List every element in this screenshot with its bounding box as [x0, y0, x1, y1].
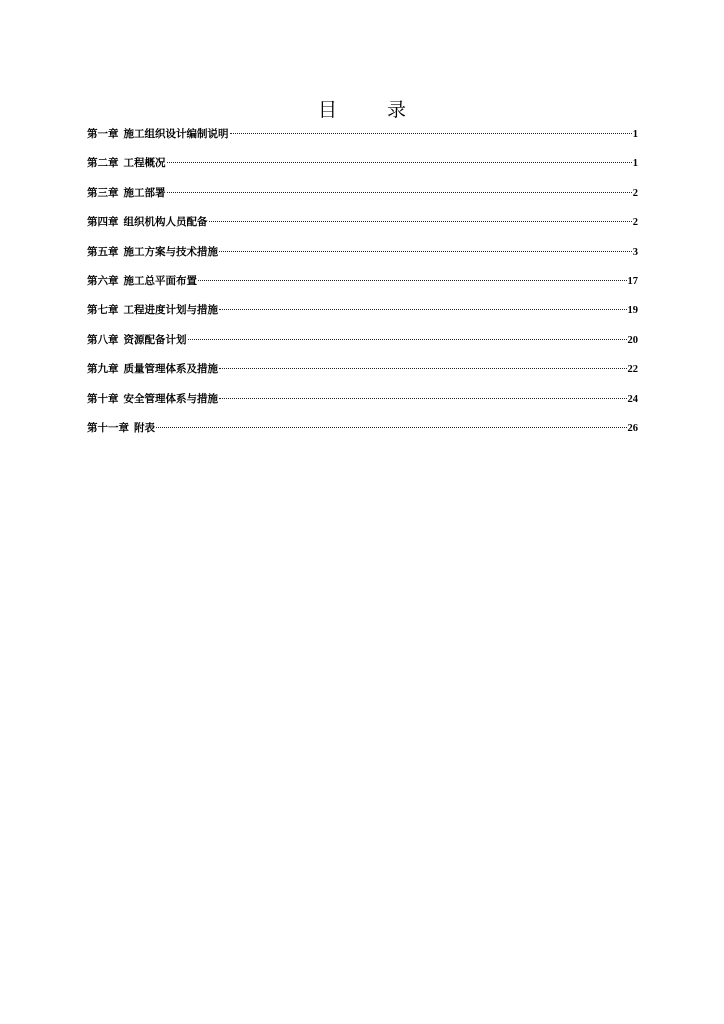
toc-page-number: 26: [627, 422, 638, 434]
toc-page-number: 2: [632, 187, 638, 199]
toc-entry[interactable]: [87, 389, 638, 418]
toc-page-number: 1: [632, 129, 638, 140]
toc-chapter-title: 质量管理体系及措施: [123, 363, 218, 376]
toc-dot-leader: [219, 241, 632, 252]
toc-chapter-number: 第十一章: [87, 421, 129, 434]
toc-list: [87, 124, 638, 447]
toc-entry[interactable]: [87, 153, 638, 182]
toc-page-number: 20: [627, 334, 638, 346]
toc-dot-leader: [167, 152, 632, 163]
toc-dot-leader: [198, 270, 627, 281]
toc-chapter-title: 附表: [134, 421, 155, 434]
toc-dot-leader: [219, 388, 627, 399]
toc-chapter-title: 施工组织设计编制说明: [123, 128, 229, 140]
toc-dot-leader: [230, 123, 632, 134]
toc-entry[interactable]: [87, 330, 638, 359]
toc-dot-leader: [188, 329, 627, 340]
toc-dot-leader: [156, 417, 627, 428]
toc-chapter-number: 第一章: [87, 128, 119, 140]
toc-chapter-title: 组织机构人员配备: [123, 216, 208, 229]
toc-chapter-title: 施工总平面布置: [123, 274, 197, 287]
toc-dot-leader: [219, 358, 627, 369]
toc-chapter-number: 第九章: [87, 363, 119, 376]
toc-page-number: 24: [627, 393, 638, 405]
toc-entry[interactable]: [87, 212, 638, 241]
toc-entry[interactable]: [87, 183, 638, 212]
toc-dot-leader: [219, 299, 627, 310]
toc-page-number: 3: [632, 246, 638, 258]
toc-dot-leader: [167, 182, 632, 193]
toc-page-number: 22: [627, 364, 638, 376]
toc-chapter-number: 第二章: [87, 157, 119, 170]
toc-chapter-number: 第六章: [87, 274, 119, 287]
toc-chapter-title: 安全管理体系与措施: [123, 392, 218, 405]
toc-entry[interactable]: [87, 359, 638, 388]
toc-entry[interactable]: [87, 124, 638, 153]
toc-entry[interactable]: [87, 418, 638, 447]
toc-chapter-number: 第十章: [87, 392, 119, 405]
toc-chapter-number: 第四章: [87, 216, 119, 229]
toc-chapter-title: 施工部署: [123, 186, 166, 199]
toc-chapter-title: 工程概况: [123, 157, 166, 170]
toc-chapter-number: 第五章: [87, 245, 119, 258]
toc-title: 目 录: [317, 99, 429, 121]
toc-entry[interactable]: [87, 300, 638, 329]
toc-chapter-number: 第七章: [87, 304, 119, 317]
toc-page-number: 19: [627, 305, 638, 317]
toc-chapter-number: 第三章: [87, 186, 119, 199]
toc-entry[interactable]: [87, 271, 638, 300]
toc-entry[interactable]: [87, 242, 638, 271]
toc-chapter-title: 工程进度计划与措施: [123, 304, 218, 317]
toc-chapter-title: 资源配备计划: [123, 333, 187, 346]
toc-page-number: 2: [632, 217, 638, 229]
toc-page-number: 17: [627, 275, 638, 287]
toc-chapter-number: 第八章: [87, 333, 119, 346]
toc-page-number: 1: [632, 158, 638, 170]
toc-dot-leader: [209, 211, 632, 222]
toc-chapter-title: 施工方案与技术措施: [123, 245, 218, 258]
